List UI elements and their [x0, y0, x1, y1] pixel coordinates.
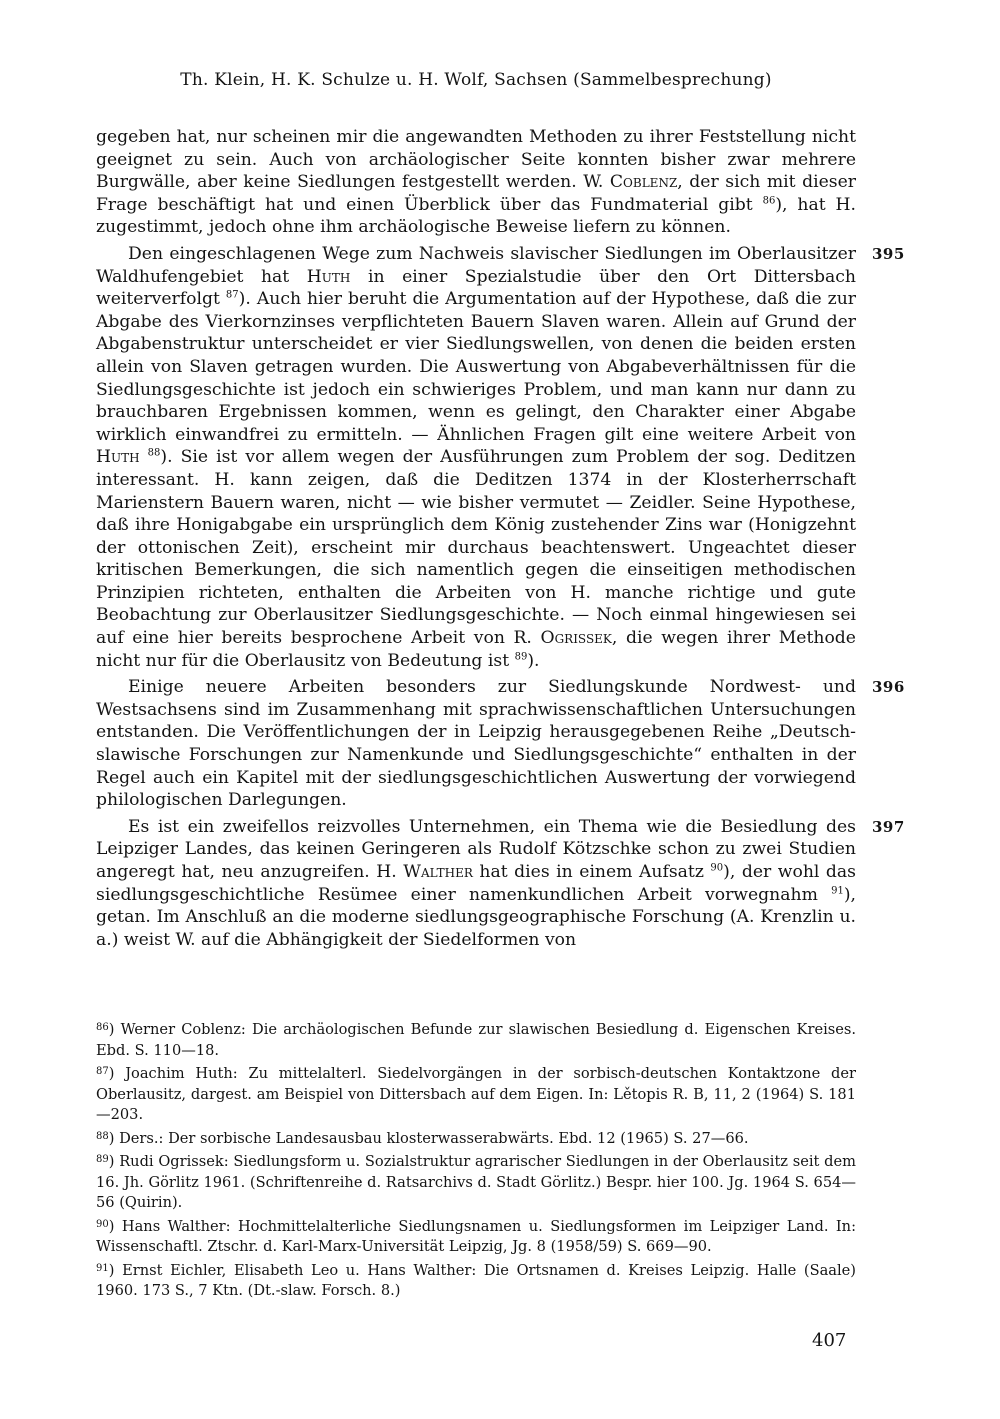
- paragraph: [96, 243, 905, 672]
- text-run: ). Auch hier beruht die Argumentation auf der Hypothese, daß die zur Abgabe des Vierkornzinses verpflichteten Bauern Slaven waren. Allein auf Grund der Abgabenstruktur unterscheidet er vier Siedlungswellen, von denen die beiden ersten allein von Slaven getragen wurden. Die Auswertung von Abgabeverhältnissen für die Siedlungsgeschichte ist jedoch ein schwieriges Problem, und man kann nur dann zu brauchbaren Ergebnissen kommen, wenn es gelingt, den Charakter einer Abgabe wirklich einwandfrei zu ermitteln. — Ähnlichen Fragen gilt eine weitere Arbeit von: [96, 289, 856, 445]
- author-name: Huth: [306, 266, 351, 287]
- text-run: ).: [527, 650, 540, 671]
- body-text: [96, 126, 905, 955]
- text-run: hat dies in einem Aufsatz: [472, 862, 711, 882]
- text-run: ), hat H. zugestimmt, jedoch ohne ihm archäologische Beweise liefern zu können.: [96, 194, 856, 238]
- footnote-ref: 91: [831, 884, 844, 896]
- margin-number: 397: [872, 817, 905, 836]
- running-header: Th. Klein, H. K. Schulze u. H. Wolf, Sachsen (Sammelbesprechung): [180, 70, 772, 90]
- footnote: [96, 1150, 856, 1214]
- paragraph: [96, 126, 856, 239]
- text-run: , die wegen ihrer Methode nicht nur für die Oberlausitz von Bedeutung ist: [96, 628, 856, 671]
- text-run: gegeben hat, nur scheinen mir die angewandten Methoden zu ihrer Feststellung nicht geeignet zu sein. Auch von archäologischer Seite konnten bisher zwar mehrere Burgwälle, aber keine Siedlungen festgestellt werden. W.: [96, 127, 856, 193]
- text-run: Einige neuere Arbeiten besonders zur Siedlungskunde Nordwest- und Westsachsens sind im Zusammenhang mit sprachwissenschaftlichen Untersuchungen entstanden. Die Veröffentlichungen der in Leipzig herausgegebenen Reihe „Deutsch-slawische Forschungen zur Namenkunde und Siedlungsgeschichte“ enthalten in der Regel auch ein Kapitel mit der siedlungsgeschichtlichen Auswertung der vorwiegend philologischen Darlegungen.: [96, 677, 856, 811]
- paragraph: [96, 676, 905, 812]
- footnote-ref: 87: [225, 289, 239, 301]
- footnote-ref: 86: [762, 195, 776, 207]
- page-number: 407: [812, 1330, 847, 1351]
- text-run: in einer Spezialstudie über den Ort Dittersbach weiterverfolgt: [96, 266, 856, 310]
- text-run: , der sich mit dieser Frage beschäftigt hat und einen Überblick über das Fundmaterial gibt: [96, 172, 856, 215]
- footnote-ref: 88: [147, 447, 161, 459]
- footnote-text: ) Hans Walther: Hochmittelalterliche Siedlungsnamen u. Siedlungsformen im Leipziger Land. In: Wissenschaftl. Ztschr. d. Karl-Marx-Universität Leipzig, Jg. 8 (1958/59) S. 669—90.: [96, 1217, 856, 1255]
- footnote-number: 91: [96, 1262, 109, 1274]
- footnote-text: ) Werner Coblenz: Die archäologischen Befunde zur slawischen Besiedlung d. Eigenschen Kreises. Ebd. S. 110—18.: [96, 1021, 856, 1059]
- footnote-number: 87: [96, 1066, 109, 1077]
- text-run: ), getan. Im Anschluß an die moderne siedlungsgeographische Forschung (A. Krenzlin u. a.) weist W. auf die Abhängigkeit der Siedelformen von: [96, 884, 856, 950]
- footnote: [96, 1062, 856, 1126]
- text-run: ). Sie ist vor allem wegen der Ausführungen zum Problem der sog. Deditzen interessant. H. kann zeigen, daß die Deditzen 1374 in der Klosterherrschaft Marienstern Bauern waren, nicht — wie bisher vermutet — Zeidler. Seine Hypothese, daß ihre Honigabgabe ein ursprünglich dem König zustehender Zins war (Honigzehnt der ottonischen Zeit), erscheint mir durchaus beachtenswert. Ungeachtet dieser kritischen Bemerkungen, die sich namentlich gegen die einseitigen methodischen Prinzipien richteten, enthalten die Arbeiten von H. manche richtige und gute Beobachtung zur Oberlausitzer Siedlungsgeschichte. — Noch einmal hingewiesen sei auf eine hier bereits besprochene Arbeit von R.: [96, 447, 856, 649]
- author-name: Huth: [96, 447, 140, 468]
- footnote: [96, 1127, 856, 1150]
- text-run: Den eingeschlagenen Wege zum Nachweis slavischer Siedlungen im Oberlausitzer Waldhufengebiet hat: [96, 243, 856, 287]
- footnote: [96, 1018, 856, 1061]
- author-name: Ogrissek: [540, 628, 612, 649]
- footnotes: [96, 1018, 856, 1303]
- footnote: [96, 1259, 856, 1302]
- text-run: Es ist ein zweifellos reizvolles Unternehmen, ein Thema wie die Besiedlung des Leipziger Landes, das keinen Geringeren als Rudolf Kötzschke schon zu zwei Studien angeregt hat, neu anzugreifen. H.: [96, 816, 856, 882]
- footnote-text: ) Rudi Ogrissek: Siedlungsform u. Sozialstruktur agrarischer Siedlungen in der Oberlausitz seit dem 16. Jh. Görlitz 1961. (Schriftenreihe d. Ratsarchivs d. Stadt Görlitz.) Bespr. hier 100. Jg. 1964 S. 654—56 (Quirin).: [96, 1153, 856, 1211]
- footnote-number: 86: [96, 1022, 109, 1033]
- footnote-number: 90: [96, 1218, 109, 1230]
- footnote-ref: 90: [710, 862, 724, 874]
- footnote-number: 88: [96, 1130, 109, 1142]
- footnote-text: ) Joachim Huth: Zu mittelalterl. Siedelvorgängen in der sorbisch-deutschen Kontaktzone der Oberlausitz, dargest. am Beispiel von Dittersbach auf dem Eigen. In: Lětopis R. B, 11, 2 (1964) S. 181—203.: [96, 1065, 856, 1123]
- paragraph: [96, 816, 905, 952]
- text-run: [140, 447, 148, 467]
- margin-number: 395: [872, 244, 905, 263]
- author-name: Walther: [403, 862, 473, 882]
- text-run: ), der wohl das siedlungsgeschichtliche Resümee einer namenkundlichen Arbeit vorwegnahm: [96, 862, 856, 905]
- footnote-number: 89: [96, 1154, 109, 1165]
- footnote-text: ) Ernst Eichler, Elisabeth Leo u. Hans Walther: Die Ortsnamen d. Kreises Leipzig. Halle (Saale) 1960. 173 S., 7 Ktn. (Dt.-slaw. Forsch. 8.): [96, 1261, 856, 1299]
- footnote-ref: 89: [514, 650, 528, 662]
- author-name: Coblenz: [609, 172, 678, 193]
- footnote-text: ) Ders.: Der sorbische Landesausbau klosterwasserabwärts. Ebd. 12 (1965) S. 27—66.: [108, 1129, 749, 1147]
- footnote: [96, 1215, 856, 1258]
- margin-number: 396: [872, 678, 905, 697]
